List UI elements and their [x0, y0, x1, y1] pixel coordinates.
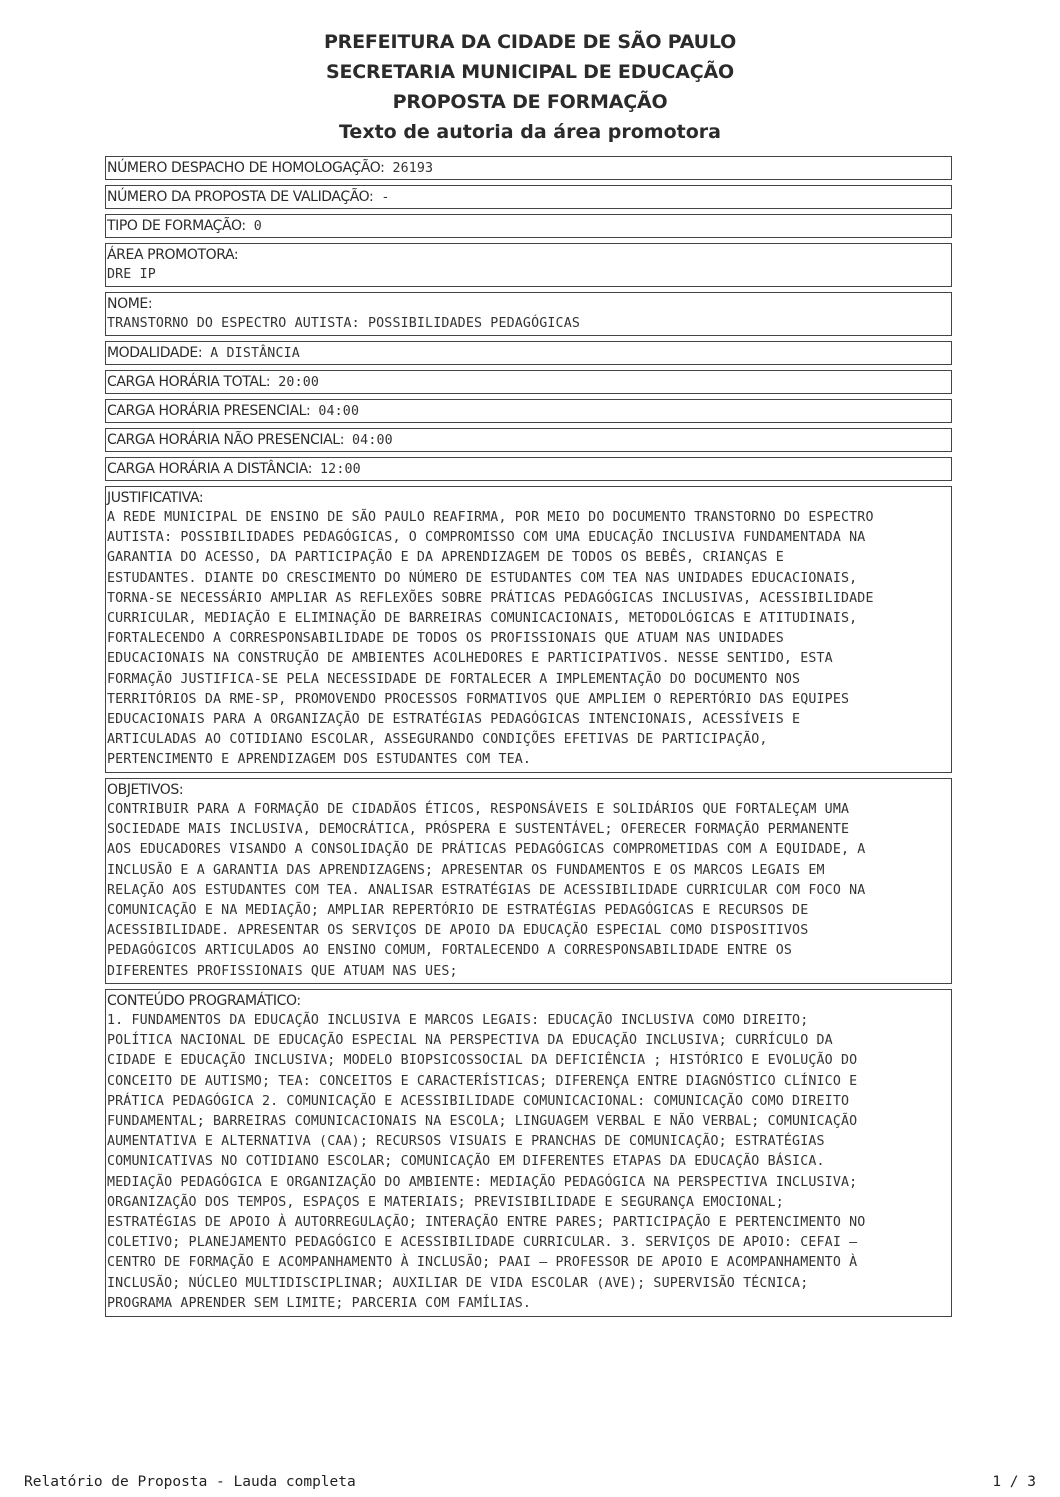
field-label: NOME:	[107, 296, 153, 312]
field-label: CARGA HORÁRIA NÃO PRESENCIAL:	[107, 432, 345, 448]
field-label: NÚMERO DESPACHO DE HOMOLOGAÇÃO:	[107, 160, 385, 176]
field-proposta-validacao	[105, 185, 952, 209]
footer-title: Relatório de Proposta - Lauda completa	[24, 1474, 356, 1490]
document-header	[0, 27, 1060, 147]
field-label: NÚMERO DA PROPOSTA DE VALIDAÇÃO:	[107, 189, 374, 205]
field-value: 04:00	[318, 403, 360, 419]
field-value: 12:00	[320, 461, 361, 477]
field-value: CONTRIBUIR PARA A FORMAÇÃO DE CIDADÃOS ÉTICOS, RESPONSÁVEIS E SOLIDÁRIOS QUE FORTALEÇAM UMA SOCIEDADE MAIS INCLUSIVA, DEMOCRÁTICA, PRÓSPERA E SUSTENTÁVEL; OFERECER FORMAÇÃO PERMANENTE AOS EDUCADORES VISANDO A CONSOLIDAÇÃO DE PRÁTICAS PEDAGÓGICAS COMPROMETIDAS COM A EQUIDADE, A INCLUSÃO E A GARANTIA DAS APRENDIZAGENS; APRESENTAR OS FUNDAMENTOS E OS MARCOS LEGAIS EM RELAÇÃO AOS ESTUDANTES COM TEA. ANALISAR ESTRATÉGIAS DE ACESSIBILIDADE CURRICULAR COM FOCO NA COMUNICAÇÃO E NA MEDIAÇÃO; AMPLIAR REPERTÓRIO DE ESTRATÉGIAS PEDAGÓGICAS E RECURSOS DE ACESSIBILIDADE. APRESENTAR OS SERVIÇOS DE APOIO DA EDUCAÇÃO ESPECIAL COMO DISPOSITIVOS PEDAGÓGICOS ARTICULADOS AO ENSINO COMUM, FORTALECENDO A CORRESPONSABILIDADE ENTRE OS DIFERENTES PROFISSIONAIS QUE ATUAM NAS UES;	[107, 802, 866, 979]
proposal-fields	[105, 156, 952, 1322]
field-conteudo-programatico	[105, 989, 952, 1317]
header-secretaria: SECRETARIA MUNICIPAL DE EDUCAÇÃO	[326, 61, 734, 83]
field-value: A DISTÂNCIA	[210, 345, 300, 361]
field-justificativa	[105, 486, 952, 773]
header-subtitle: Texto de autoria da área promotora	[339, 121, 721, 143]
header-prefeitura: PREFEITURA DA CIDADE DE SÃO PAULO	[323, 31, 737, 53]
field-carga-nao-presencial	[105, 428, 952, 452]
field-value: -	[381, 189, 390, 205]
field-label: MODALIDADE:	[107, 345, 203, 361]
field-value: 04:00	[352, 432, 393, 448]
field-label: CARGA HORÁRIA TOTAL:	[107, 374, 271, 390]
field-tipo-formacao	[105, 214, 952, 238]
header-proposta: PROPOSTA DE FORMAÇÃO	[392, 91, 668, 113]
field-despacho	[105, 156, 952, 180]
field-value: 26193	[392, 160, 434, 176]
field-carga-total	[105, 370, 952, 394]
field-value: DRE IP	[107, 267, 156, 282]
field-value: A REDE MUNICIPAL DE ENSINO DE SÃO PAULO REAFIRMA, POR MEIO DO DOCUMENTO TRANSTORNO DO ESPECTRO AUTISTA: POSSIBILIDADES PEDAGÓGICAS, O COMPROMISSO COM UMA EDUCAÇÃO INCLUSIVA FUNDAMENTADA NA GARANTIA DO ACESSO, DA PARTICIPAÇÃO E DA APRENDIZAGEM DE TODOS OS BEBÊS, CRIANÇAS E ESTUDANTES. DIANTE DO CRESCIMENTO DO NÚMERO DE ESTUDANTES COM TEA NAS UNIDADES EDUCACIONAIS, TORNA-SE NECESSÁRIO AMPLIAR AS REFLEXÕES SOBRE PRÁTICAS PEDAGÓGICAS INCLUSIVAS, ACESSIBILIDADE CURRICULAR, MEDIAÇÃO E ELIMINAÇÃO DE BARREIRAS COMUNICACIONAIS, METODOLÓGICAS E ATITUDINAIS, FORTALECENDO A CORRESPONSABILIDADE DE TODOS OS PROFISSIONAIS QUE ATUAM NAS UNIDADES EDUCACIONAIS NA CONSTRUÇÃO DE AMBIENTES ACOLHEDORES E PARTICIPATIVOS. NESSE SENTIDO, ESTA FORMAÇÃO JUSTIFICA-SE PELA NECESSIDADE DE FORTALECER A IMPLEMENTAÇÃO DO DOCUMENTO NOS TERRITÓRIOS DA RME-SP, PROMOVENDO PROCESSOS FORMATIVOS QUE AMPLIEM O REPERTÓRIO DAS EQUIPES EDUCACIONAIS PARA A ORGANIZAÇÃO DE ESTRATÉGIAS PEDAGÓGICAS INTENCIONAIS, ACESSÍVEIS E ARTICULADAS AO COTIDIANO ESCOLAR, ASSEGURANDO CONDIÇÕES EFETIVAS DE PARTICIPAÇÃO, PERTENCIMENTO E APRENDIZAGEM DOS ESTUDANTES COM TEA.	[107, 510, 874, 768]
field-value: TRANSTORNO DO ESPECTRO AUTISTA: POSSIBILIDADES PEDAGÓGICAS	[107, 316, 581, 331]
field-area-promotora	[105, 243, 952, 287]
field-label: OBJETIVOS:	[107, 782, 184, 798]
field-value: 20:00	[278, 374, 320, 390]
field-label: CARGA HORÁRIA A DISTÂNCIA:	[107, 461, 313, 477]
field-nome	[105, 292, 952, 336]
field-label: ÁREA PROMOTORA:	[107, 247, 239, 263]
page-number: 1 / 3	[992, 1474, 1036, 1490]
page-footer	[24, 1474, 1036, 1490]
field-value: 0	[253, 218, 262, 234]
field-value: 1. FUNDAMENTOS DA EDUCAÇÃO INCLUSIVA E MARCOS LEGAIS: EDUCAÇÃO INCLUSIVA COMO DIREITO; POLÍTICA NACIONAL DE EDUCAÇÃO ESPECIAL NA PERSPECTIVA DA EDUCAÇÃO INCLUSIVA; CURRÍCULO DA CIDADE E EDUCAÇÃO INCLUSIVA; MODELO BIOPSICOSSOCIAL DA DEFICIÊNCIA ; HISTÓRICO E EVOLUÇÃO DO CONCEITO DE AUTISMO; TEA: CONCEITOS E CARACTERÍSTICAS; DIFERENÇA ENTRE DIAGNÓSTICO CLÍNICO E PRÁTICA PEDAGÓGICA 2. COMUNICAÇÃO E ACESSIBILIDADE COMUNICACIONAL: COMUNICAÇÃO COMO DIREITO FUNDAMENTAL; BARREIRAS COMUNICACIONAIS NA ESCOLA; LINGUAGEM VERBAL E NÃO VERBAL; COMUNICAÇÃO AUMENTATIVA E ALTERNATIVA (CAA); RECURSOS VISUAIS E PRANCHAS DE COMUNICAÇÃO; ESTRATÉGIAS COMUNICATIVAS NO COTIDIANO ESCOLAR; COMUNICAÇÃO EM DIFERENTES ETAPAS DA EDUCAÇÃO BÁSICA. MEDIAÇÃO PEDAGÓGICA E ORGANIZAÇÃO DO AMBIENTE: MEDIAÇÃO PEDAGÓGICA NA PERSPECTIVA INCLUSIVA; ORGANIZAÇÃO DOS TEMPOS, ESPAÇOS E MATERIAIS; PREVISIBILIDADE E SEGURANÇA EMOCIONAL; ESTRATÉGIAS DE APOIO À AUTORREGULAÇÃO; INTERAÇÃO ENTRE PARES; PARTICIPAÇÃO E PERTENCIMENTO NO COLETIVO; PLANEJAMENTO PEDAGÓGICO E ACESSIBILIDADE CURRICULAR. 3. SERVIÇOS DE APOIO: CEFAI — CENTRO DE FORMAÇÃO E ACOMPANHAMENTO À INCLUSÃO; PAAI — PROFESSOR DE APOIO E ACOMPANHAMENTO À INCLUSÃO; NÚCLEO MULTIDISCIPLINAR; AUXILIAR DE VIDA ESCOLAR (AVE); SUPERVISÃO TÉCNICA; PROGRAMA APRENDER SEM LIMITE; PARCERIA COM FAMÍLIAS.	[107, 1013, 866, 1311]
field-label: CARGA HORÁRIA PRESENCIAL:	[107, 403, 311, 419]
field-label: CONTEÚDO PROGRAMÁTICO:	[107, 993, 301, 1009]
field-carga-presencial	[105, 399, 952, 423]
field-label: JUSTIFICATIVA:	[107, 490, 204, 506]
field-label: TIPO DE FORMAÇÃO:	[107, 218, 246, 234]
field-modalidade	[105, 341, 952, 365]
field-carga-distancia	[105, 457, 952, 481]
field-objetivos	[105, 778, 952, 984]
